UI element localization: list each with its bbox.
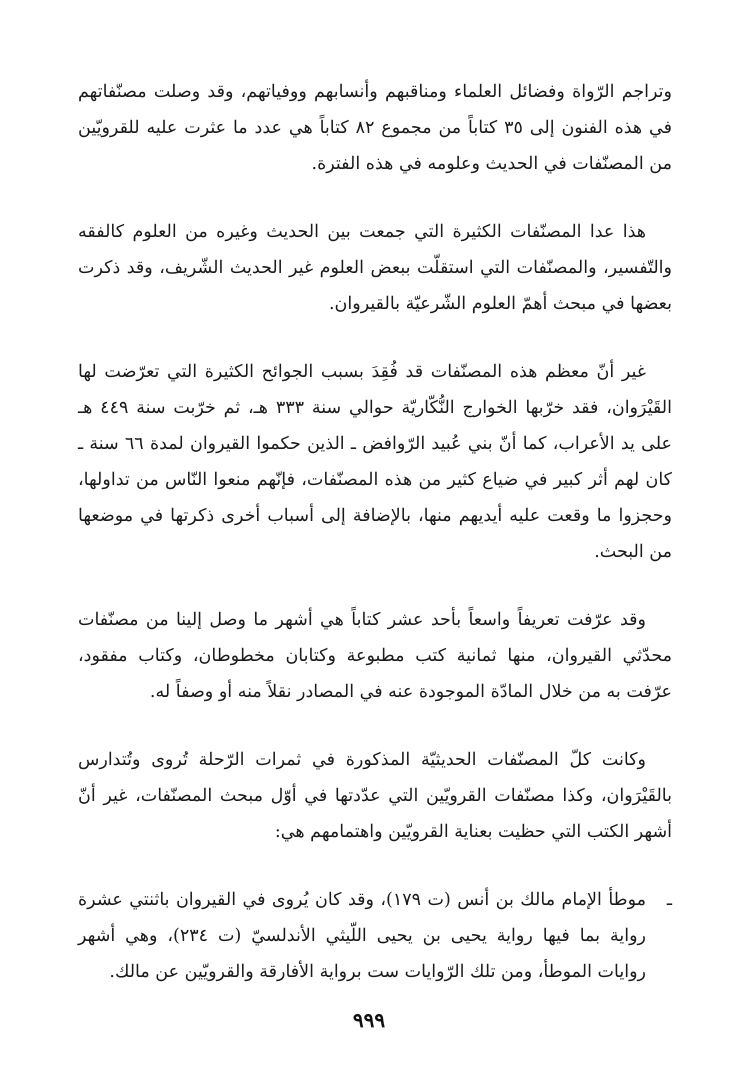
page-number: ٩٩٩ (352, 1008, 386, 1032)
bullet-dash: ـ (666, 890, 672, 910)
paragraph-5: وكانت كلّ المصنّفات الحديثيّة المذكورة في ثمرات الرّحلة تُروى وتُتدارس بالقَيْرَوان، وكذا مصنّفات القرويّين التي عدّدتها في أوّل مبحث المصنّفات، غير أنّ أشهر الكتب التي حظيت بعناية القرويّين واهتمامهم هي: (78, 750, 672, 842)
paragraph-4: وقد عرّفت تعريفاً واسعاً بأحد عشر كتاباً هي أشهر ما وصل إلينا من مصنّفات محدّثي القيروان، منها ثمانية كتب مطبوعة وكتابان مخطوطان، وكتاب مفقود، عرّفت به من خلال المادّة الموجودة عنه في المصادر نقلاً منه أو وصفاً له. (78, 610, 672, 702)
list-item (78, 882, 672, 990)
page-body (78, 74, 672, 990)
paragraph-2: هذا عدا المصنّفات الكثيرة التي جمعت بين الحديث وغيره من العلوم كالفقه والتّفسير، والمصنّفات التي استقلّت ببعض العلوم غير الحديث الشّريف، وقد ذكرت بعضها في مبحث أهمّ العلوم الشّرعيّة بالقيروان. (78, 222, 672, 314)
paragraph-1: وتراجم الرّواة وفضائل العلماء ومناقبهم وأنسابهم ووفياتهم، وقد وصلت مصنّفاتهم في هذه الفنون إلى ٣٥ كتاباً من مجموع ٨٢ كتاباً هي عدد ما عثرت عليه للقرويّين من المصنّفات في الحديث وعلومه في هذه الفترة. (78, 82, 672, 174)
paragraph-3: غير أنّ معظم هذه المصنّفات قد فُقِدَ بسبب الجوائح الكثيرة التي تعرّضت لها القَيْرَوان، فقد خرّبها الخوارج النُّكّاريّة حوالي سنة ٣٣٣ هـ، ثم خرّبت سنة ٤٤٩ هـ على يد الأعراب، كما أنّ بني عُبيد الرّوافض ـ الذين حكموا القيروان لمدة ٦٦ سنة ـ كان لهم أثر كبير في ضياع كثير من هذه المصنّفات، فإنّهم منعوا النّاس من تداولها، وحجزوا ما وقعت عليه أيديهم منها، بالإضافة إلى أسباب أخرى ذكرتها في موضعها من البحث. (78, 362, 672, 562)
bullet-text: موطأ الإمام مالك بن أنس (ت ١٧٩)، وقد كان يُروى في القيروان باثنتي عشرة رواية بما فيها رواية يحيى بن يحيى اللّيثي الأندلسيّ (ت ٢٣٤)، وهي أشهر روايات الموطأ، ومن تلك الرّوايات ست برواية الأفارقة والقرويّين عن مالك. (78, 890, 646, 982)
bullet-list (78, 882, 672, 990)
